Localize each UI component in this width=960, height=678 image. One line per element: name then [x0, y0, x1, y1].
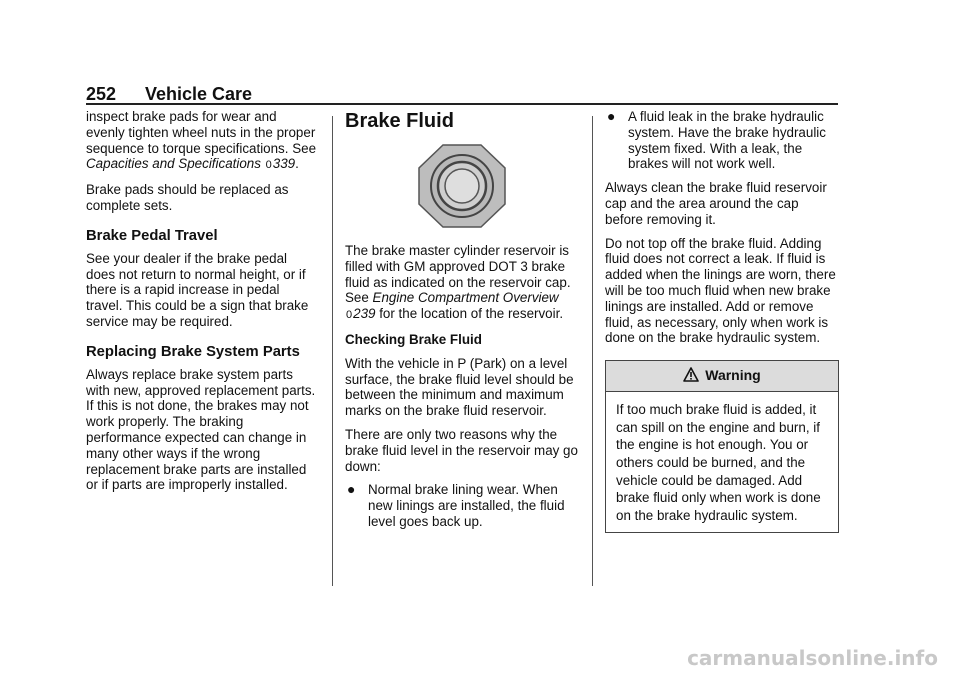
bullet-icon: ●	[607, 108, 616, 124]
paragraph-two-reasons: There are only two reasons why the brake fluid level in the reservoir may go down:	[345, 426, 578, 474]
warning-box	[605, 360, 839, 533]
column-2	[345, 109, 581, 538]
xref-title: Engine Compartment Overview	[372, 290, 559, 306]
paragraph-replace-sets: Brake pads should be replaced as complete sets.	[86, 182, 289, 213]
xref-page: 339	[272, 156, 296, 172]
column-divider-2	[592, 116, 593, 586]
heading-brake-fluid: Brake Fluid	[345, 110, 454, 132]
page-number: 252	[86, 84, 117, 104]
watermark-text: carmanualsonline.info	[687, 646, 938, 670]
xref-page: 239	[353, 306, 376, 322]
paragraph-clean-cap: Always clean the brake fluid reservoir cap and the area around the cap before removing it.	[605, 180, 827, 227]
paragraph-fluid-level: With the vehicle in P (Park) on a level surface, the brake fluid level should be between the minimum and maximum marks on the brake fluid reservoir.	[345, 355, 574, 419]
page-arrow-icon: 0	[346, 309, 353, 322]
cross-reference-link[interactable]	[86, 156, 295, 171]
brake-fluid-cap-icon	[345, 143, 581, 231]
heading-replacing-parts: Replacing Brake System Parts	[86, 343, 300, 360]
warning-header	[606, 361, 838, 392]
text-run: for the location of the reservoir.	[375, 306, 564, 322]
text-run: inspect brake pads for wear and evenly tighten wheel nuts in the proper sequence to torque specifications. See	[86, 109, 317, 156]
paragraph-brake-pads	[86, 109, 318, 174]
warning-text: If too much brake fluid is added, it can spill on the engine and burn, if the engine is hot enough. You or others could be burned, and the vehicle could be damaged. Add brake fluid only when work is done on the brake hydraulic system.	[616, 402, 821, 523]
warning-triangle-icon	[683, 367, 699, 386]
paragraph-replacing-parts: Always replace brake system parts with new, approved replacement parts. If this is not done, the brakes may not work properly. The braking performance expected can change in many other ways if the wrong replacement brake parts are installed or if parts are improperly installed.	[86, 366, 316, 493]
column-divider-1	[332, 116, 333, 586]
page-arrow-icon: 0	[265, 159, 272, 172]
subheading-checking-fluid: Checking Brake Fluid	[345, 331, 482, 347]
list-item	[345, 482, 581, 529]
header-rule	[86, 103, 838, 105]
warning-title: Warning	[705, 367, 761, 384]
paragraph-reservoir	[345, 243, 581, 324]
list-item-text: Normal brake lining wear. When new linings are installed, the fluid level goes back up.	[368, 482, 565, 529]
list-item-text: A fluid leak in the brake hydraulic system. Have the brake hydraulic system fixed. With a leak, the brakes will not work well.	[628, 109, 826, 172]
list-item	[605, 109, 839, 172]
section-title: Vehicle Care	[145, 84, 253, 104]
paragraph-top-off: Do not top off the brake fluid. Adding fluid does not correct a leak. If fluid is added when the linings are worn, there will be too much fluid when new brake linings are installed. Add or remove fluid, as necessary, only when work is done on the brake hydraulic system.	[605, 235, 836, 346]
bullet-icon: ●	[347, 481, 356, 498]
text-run: .	[295, 156, 299, 172]
xref-title: Capacities and Specifications	[86, 156, 261, 172]
column-3	[605, 109, 839, 533]
paragraph-pedal-travel: See your dealer if the brake pedal does not return to normal height, or if there is a rapid increase in pedal travel. This could be a sign that brake service may be required.	[86, 250, 309, 329]
heading-brake-pedal-travel: Brake Pedal Travel	[86, 227, 218, 244]
text-run: The brake master cylinder reservoir is filled with GM approved DOT 3 brake fluid as indicated on the reservoir cap. See	[345, 243, 571, 306]
column-1	[86, 109, 318, 501]
